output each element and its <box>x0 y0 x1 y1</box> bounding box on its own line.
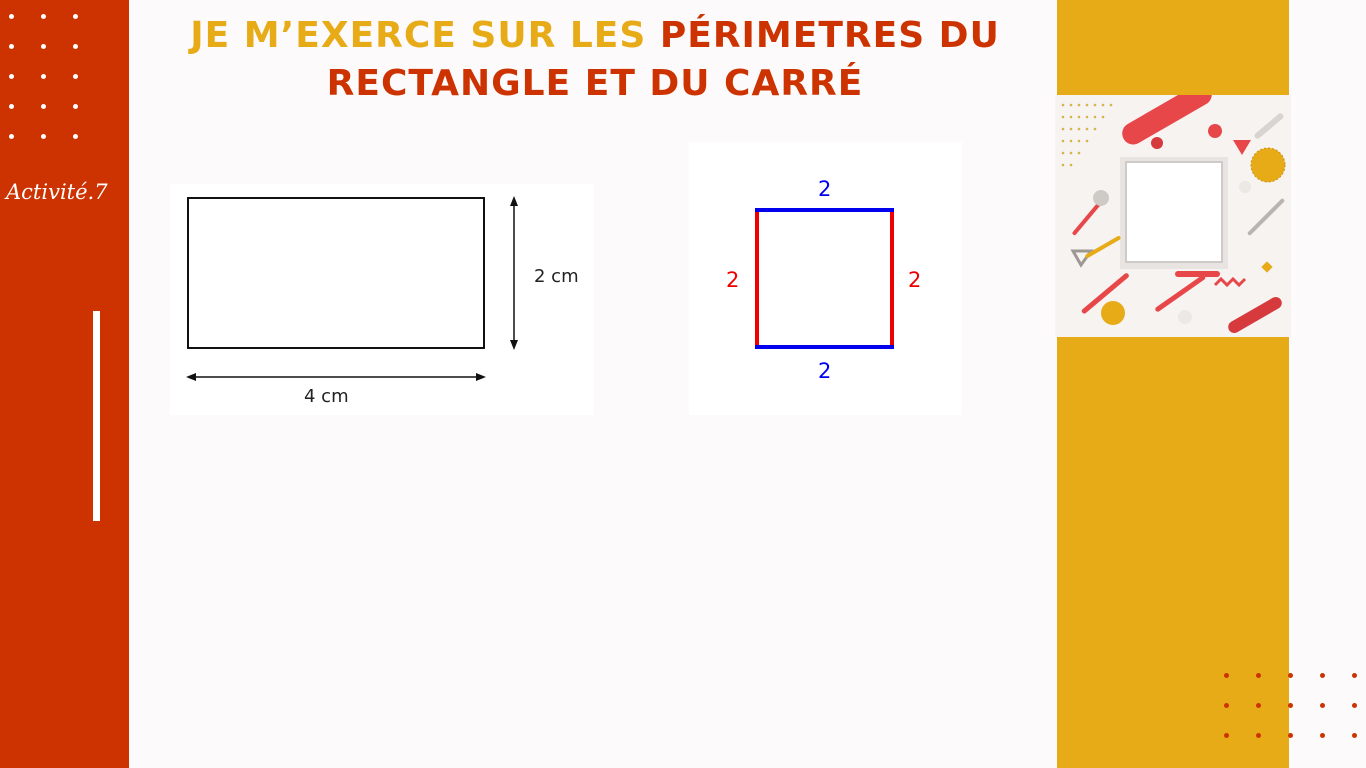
decorative-dot <box>73 74 78 79</box>
height-label: 2 cm <box>534 266 579 287</box>
decorative-dot <box>41 104 46 109</box>
decorative-dot <box>9 74 14 79</box>
decorative-dot <box>9 44 14 49</box>
decorative-dot <box>1256 703 1261 708</box>
decorative-dot <box>41 74 46 79</box>
decorative-dot <box>41 134 46 139</box>
decorative-dot <box>73 44 78 49</box>
sidebar-divider <box>93 311 100 521</box>
decorative-dot <box>73 14 78 19</box>
decorative-dot <box>1320 703 1325 708</box>
bottom-label: 2 <box>818 359 832 383</box>
decorative-image <box>1055 95 1291 337</box>
decorative-dot <box>9 104 14 109</box>
left-sidebar <box>0 0 129 768</box>
decorative-dot <box>1224 703 1229 708</box>
decorative-dot <box>1352 673 1357 678</box>
left-label: 2 <box>726 268 740 292</box>
page-title <box>180 12 1010 108</box>
decorative-dot <box>1352 703 1357 708</box>
top-label: 2 <box>818 177 832 201</box>
decorative-dot <box>1320 733 1325 738</box>
decorative-dot <box>73 104 78 109</box>
title-line2: RECTANGLE ET DU CARRÉ <box>326 63 864 104</box>
rectangle-figure <box>170 184 594 415</box>
decorative-dot <box>9 134 14 139</box>
decorative-dot <box>1256 673 1261 678</box>
right-label: 2 <box>908 268 922 292</box>
width-label: 4 cm <box>304 386 349 407</box>
activity-label: Activité.7 <box>6 180 108 204</box>
decorative-dot <box>1352 733 1357 738</box>
decorative-dot <box>41 44 46 49</box>
decorative-dot <box>1224 733 1229 738</box>
decorative-dot <box>1320 673 1325 678</box>
decorative-dot <box>1288 703 1293 708</box>
decorative-dot <box>1256 733 1261 738</box>
title-part1: JE M’EXERCE SUR LES <box>190 15 660 56</box>
square-figure <box>689 142 962 415</box>
title-part2: PÉRIMETRES DU <box>659 15 1000 56</box>
decorative-dot <box>9 14 14 19</box>
decorative-dot <box>73 134 78 139</box>
decorative-dot <box>1288 733 1293 738</box>
decorative-dot <box>1224 673 1229 678</box>
decorative-dot <box>1288 673 1293 678</box>
rectangle-shape <box>188 198 484 348</box>
decorative-dot <box>41 14 46 19</box>
